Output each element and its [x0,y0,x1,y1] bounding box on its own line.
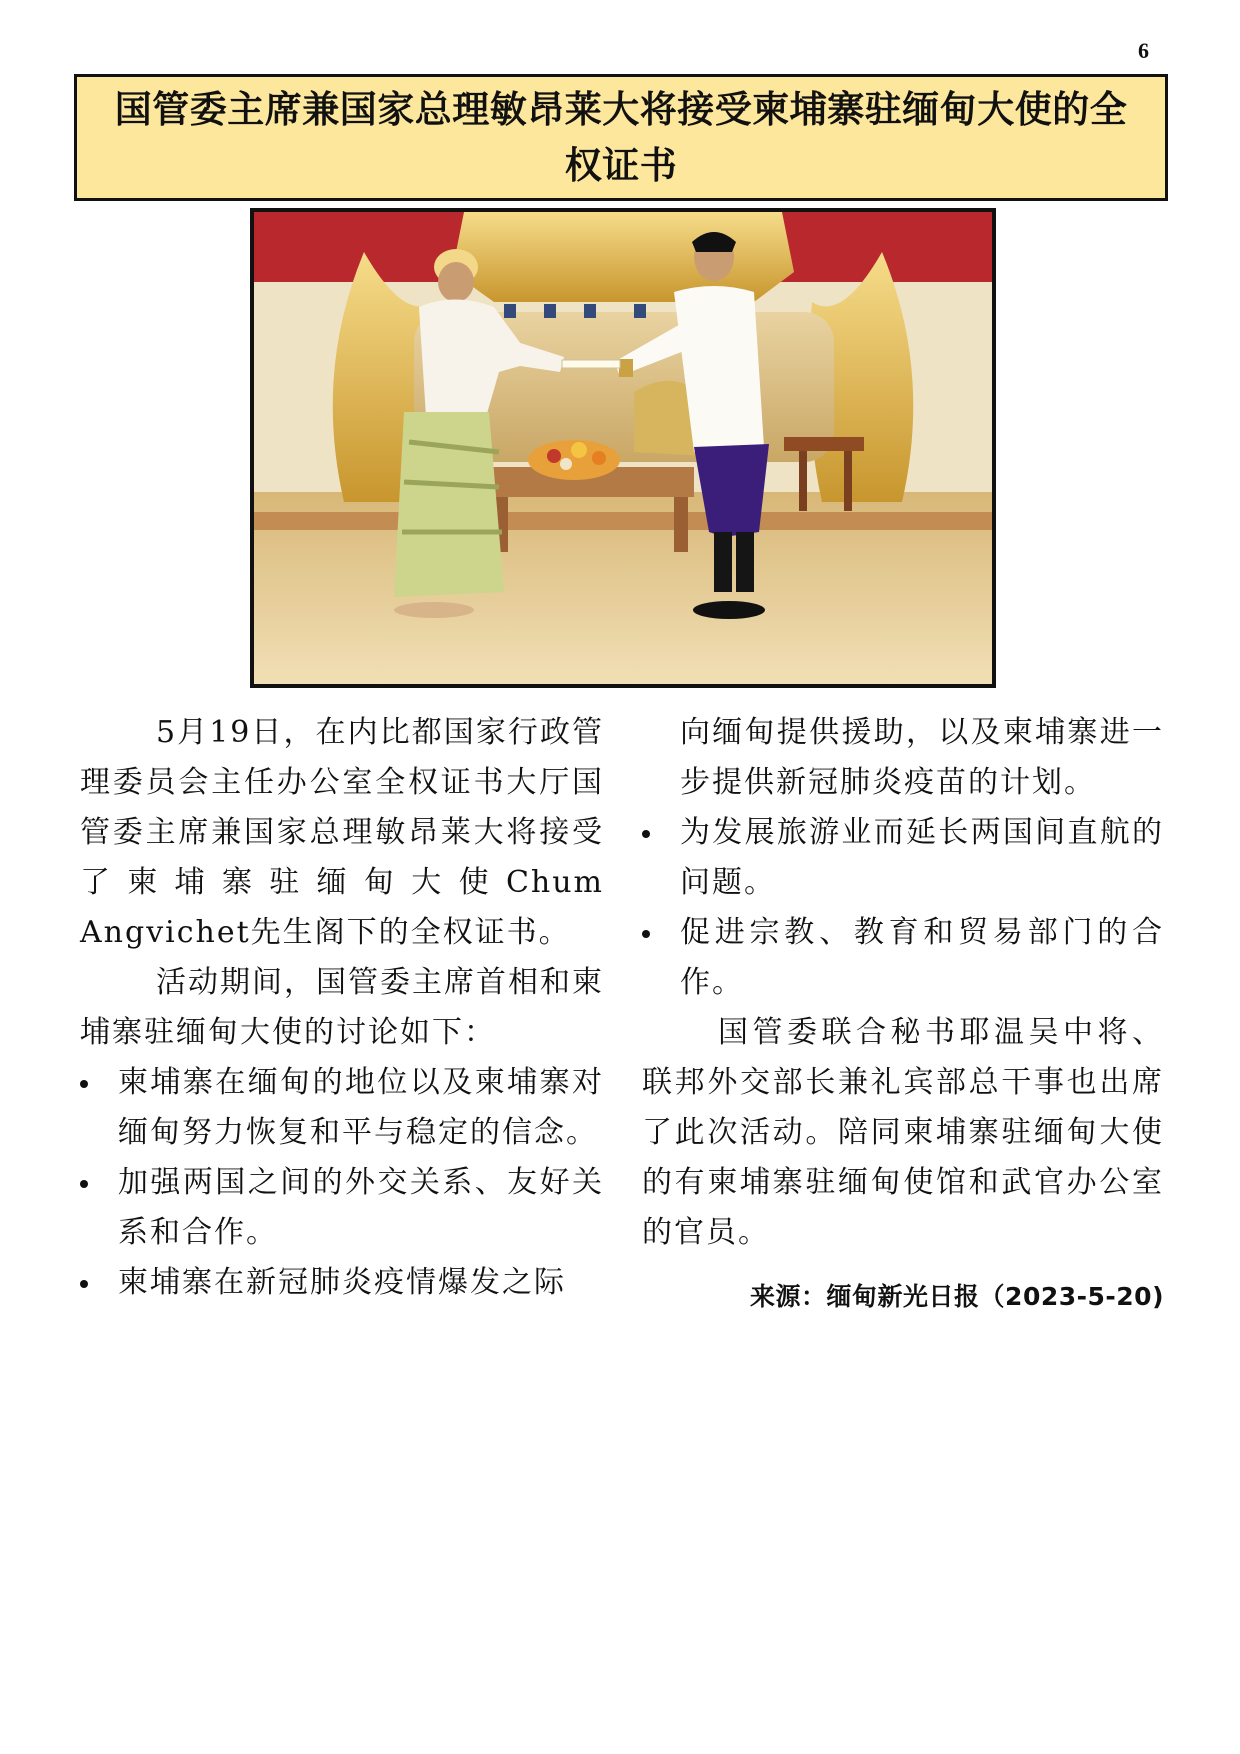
bullet-icon [80,1080,88,1088]
list-item: 柬埔寨在新冠肺炎疫情爆发之际 [80,1258,604,1308]
article-paragraph: 5月19日，在内比都国家行政管理委员会主任办公室全权证书大厅国管委主席兼国家总理敏昂莱大将接受了柬埔寨驻缅甸大使Chum Angvichet先生阁下的全权证书。 [80,715,604,950]
list-item: 促进宗教、教育和贸易部门的合作。 [642,908,1164,1008]
bullet-icon [642,930,650,938]
article-paragraph: 国管委联合秘书耶温吴中将、联邦外交部长兼礼宾部总干事也出席了此次活动。陪同柬埔寨驻缅甸大使的有柬埔寨驻缅甸使馆和武官办公室的官员。 [642,1015,1164,1250]
source-credit: 来源：缅甸新光日报（2023-5-20) [750,1282,1164,1311]
list-item: 为发展旅游业而延长两国间直航的问题。 [642,808,1164,908]
headline-box [74,74,1168,201]
article-paragraph: 活动期间，国管委主席首相和柬埔寨驻缅甸大使的讨论如下： [80,965,604,1050]
discussion-list-continued [642,808,1164,1008]
article-column-left [80,708,604,1308]
discussion-list [80,1058,604,1308]
list-item-continuation: 向缅甸提供援助，以及柬埔寨进一步提供新冠肺炎疫苗的计划。 [680,715,1164,800]
headline: 国管委主席兼国家总理敏昂莱大将接受柬埔寨驻缅甸大使的全权证书 [114,87,1128,187]
list-item: 柬埔寨在缅甸的地位以及柬埔寨对缅甸努力恢复和平与稳定的信念。 [80,1058,604,1158]
article-column-right [642,708,1164,1322]
news-photo [250,208,996,688]
ceremony-illustration [254,212,992,684]
bullet-icon [80,1180,88,1188]
page-number: 6 [1138,38,1149,63]
bullet-icon [642,830,650,838]
list-item: 加强两国之间的外交关系、友好关系和合作。 [80,1158,604,1258]
bullet-icon [80,1280,88,1288]
